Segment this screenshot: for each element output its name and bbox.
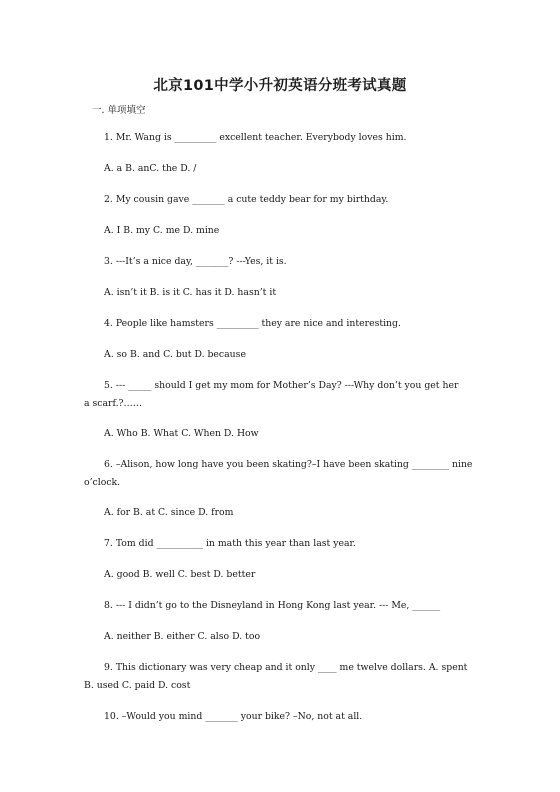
options-5: A. Who B. What C. When D. How <box>104 428 259 439</box>
question-3: 3. ---It’s a nice day, _______? ---Yes, it is. <box>104 256 287 267</box>
options-7: A. good B. well C. best D. better <box>104 569 256 580</box>
options-2: A. I B. my C. me D. mine <box>104 225 220 236</box>
question-6-line-1: 6. –Alison, how long have you been skating?–I have been skating ________ nine <box>104 459 473 470</box>
options-1: A. a B. anC. the D. / <box>104 163 197 174</box>
options-8: A. neither B. either C. also D. too <box>104 631 261 642</box>
options-4: A. so B. and C. but D. because <box>104 349 246 360</box>
question-5-line-1: 5. --- _____ should I get my mom for Mother’s Day? ---Why don’t you get her <box>104 380 459 391</box>
options-6: A. for B. at C. since D. from <box>104 507 234 518</box>
section-heading: 一. 单项填空 <box>92 105 146 116</box>
question-2: 2. My cousin gave _______ a cute teddy bear for my birthday. <box>104 194 389 205</box>
question-8: 8. --- I didn’t go to the Disneyland in Hong Kong last year. --- Me, ______ <box>104 600 441 611</box>
options-3: A. isn’t it B. is it C. has it D. hasn’t it <box>104 287 277 298</box>
page-title: 北京101中学小升初英语分班考试真题 <box>153 78 407 94</box>
question-1: 1. Mr. Wang is _________ excellent teacher. Everybody loves him. <box>104 132 407 143</box>
question-6-line-2: o’clock. <box>84 477 121 488</box>
question-9-line-1: 9. This dictionary was very cheap and it only ____ me twelve dollars. A. spent <box>104 662 468 673</box>
question-4: 4. People like hamsters _________ they are nice and interesting. <box>104 318 401 329</box>
question-10: 10. –Would you mind _______ your bike? –No, not at all. <box>104 711 363 722</box>
question-5-line-2: a scarf.?…… <box>84 398 143 409</box>
question-9-line-2: B. used C. paid D. cost <box>84 680 191 691</box>
question-7: 7. Tom did __________ in math this year than last year. <box>104 538 356 549</box>
